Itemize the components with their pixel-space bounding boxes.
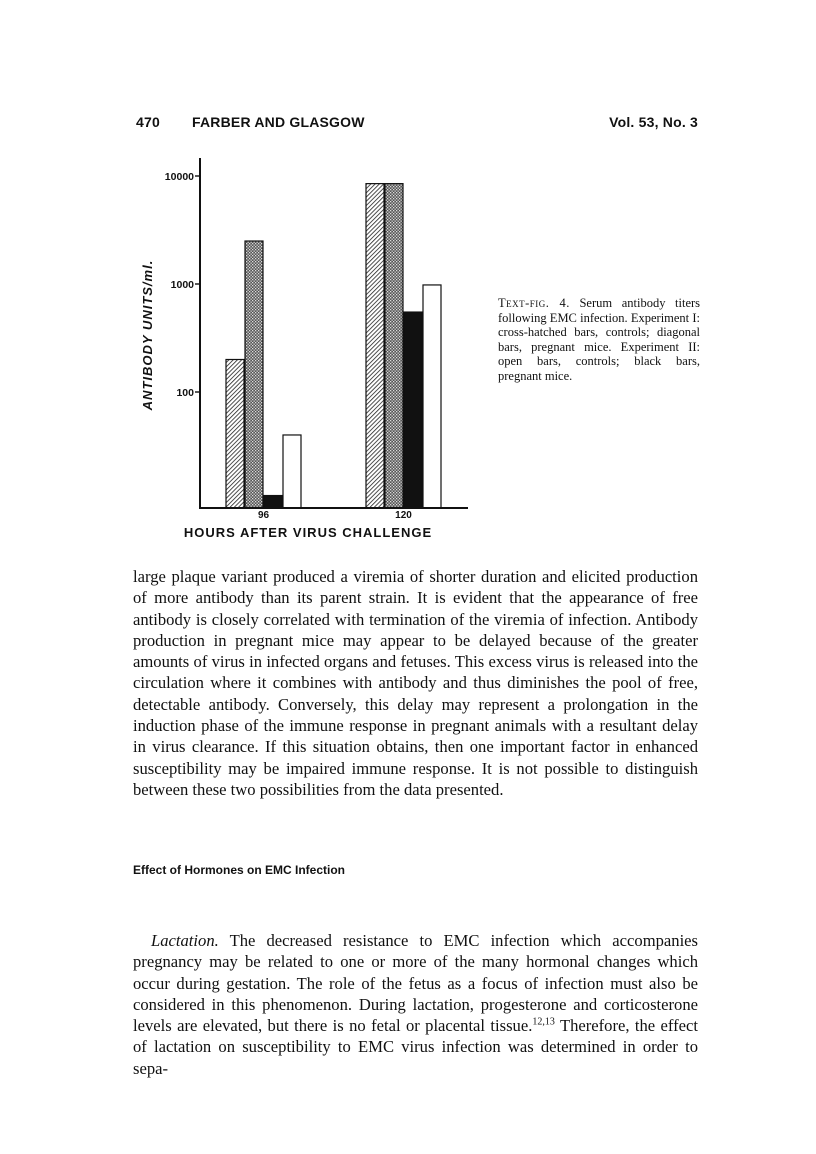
x-axis-title: HOURS AFTER VIRUS CHALLENGE bbox=[183, 525, 433, 540]
reference-superscript: 12,13 bbox=[532, 1016, 555, 1028]
x-category-label-120: 120 bbox=[395, 510, 412, 521]
bar-crosshatch-120h bbox=[385, 184, 403, 508]
section-heading: Effect of Hormones on EMC Infection bbox=[133, 863, 346, 877]
bar-diagonal-96h bbox=[226, 359, 244, 508]
x-axis bbox=[184, 508, 468, 540]
bar-black-120h bbox=[404, 312, 422, 508]
x-category-label-96: 96 bbox=[257, 510, 270, 521]
bar-diagonal-120h bbox=[366, 184, 384, 508]
y-tick-label-10000: 10000 bbox=[164, 171, 194, 183]
bars bbox=[226, 184, 441, 508]
body-paragraph-1: large plaque variant produced a viremia of shorter duration and elicited production of more antibody than its parent strain. It is evident that the appearance of free antibody is closely correlated with termination of the viremia of infection. Antibody production in pregnant mice may appear to be delayed because of the greater amounts of virus in infected organs and fetuses. This excess virus is released into the circulation where it combines with antibody and thus diminishes the pool of free, detectable antibody. Conversely, this delay may represent a prolongation in the induction phase of the immune response in pregnant animals with a resultant delay in virus clearance. If this situation obtains, then one important factor in enhanced susceptibility may be impaired immune response. It is not possible to distinguish between these two possibilities from the data presented. bbox=[133, 567, 698, 799]
paragraph-runin-heading: Lactation. bbox=[151, 931, 219, 950]
running-authors: FARBER AND GLASGOW bbox=[192, 114, 365, 130]
paragraph-2-text-a: The decreased resistance to EMC infection which accompanies pregnancy may be related to one or more of the many hormonal changes which occur during gestation. The role of the fetus as a focus of infection must also be considered in this phenomenon. During lactation, progesterone and corticosterone levels are elevated, but there is no fetal or placental tissue. bbox=[133, 931, 698, 1036]
bar-crosshatch-96h bbox=[245, 241, 263, 508]
figure-caption-label: Text-fig. 4. bbox=[498, 296, 570, 310]
y-tick-label-1000: 1000 bbox=[170, 279, 194, 291]
bar-open-96h bbox=[283, 435, 301, 508]
bar-open-120h bbox=[423, 285, 441, 508]
body-paragraph-2 bbox=[133, 930, 698, 1079]
page-number: 470 bbox=[136, 114, 160, 130]
paragraph-2-text-b: Therefore, the effect of lactation on susceptibility to EMC virus infection was determined in order to sepa- bbox=[133, 1016, 699, 1078]
antibody-titer-chart bbox=[120, 150, 480, 550]
y-axis bbox=[140, 158, 200, 508]
bar-black-96h bbox=[264, 496, 282, 508]
figure-caption bbox=[498, 296, 700, 383]
volume-info: Vol. 53, No. 3 bbox=[609, 114, 698, 130]
running-header bbox=[136, 114, 698, 136]
y-tick-label-100: 100 bbox=[176, 387, 194, 399]
y-axis-title: ANTIBODY UNITS/ml. bbox=[140, 259, 155, 411]
figure-caption-text: Serum antibody titers following EMC infection. Experiment I: cross-hatched bars, controls; diagonal bars, pregnant mice. Experiment II: open bars, controls; black bars, pregnant mice. bbox=[498, 296, 701, 383]
